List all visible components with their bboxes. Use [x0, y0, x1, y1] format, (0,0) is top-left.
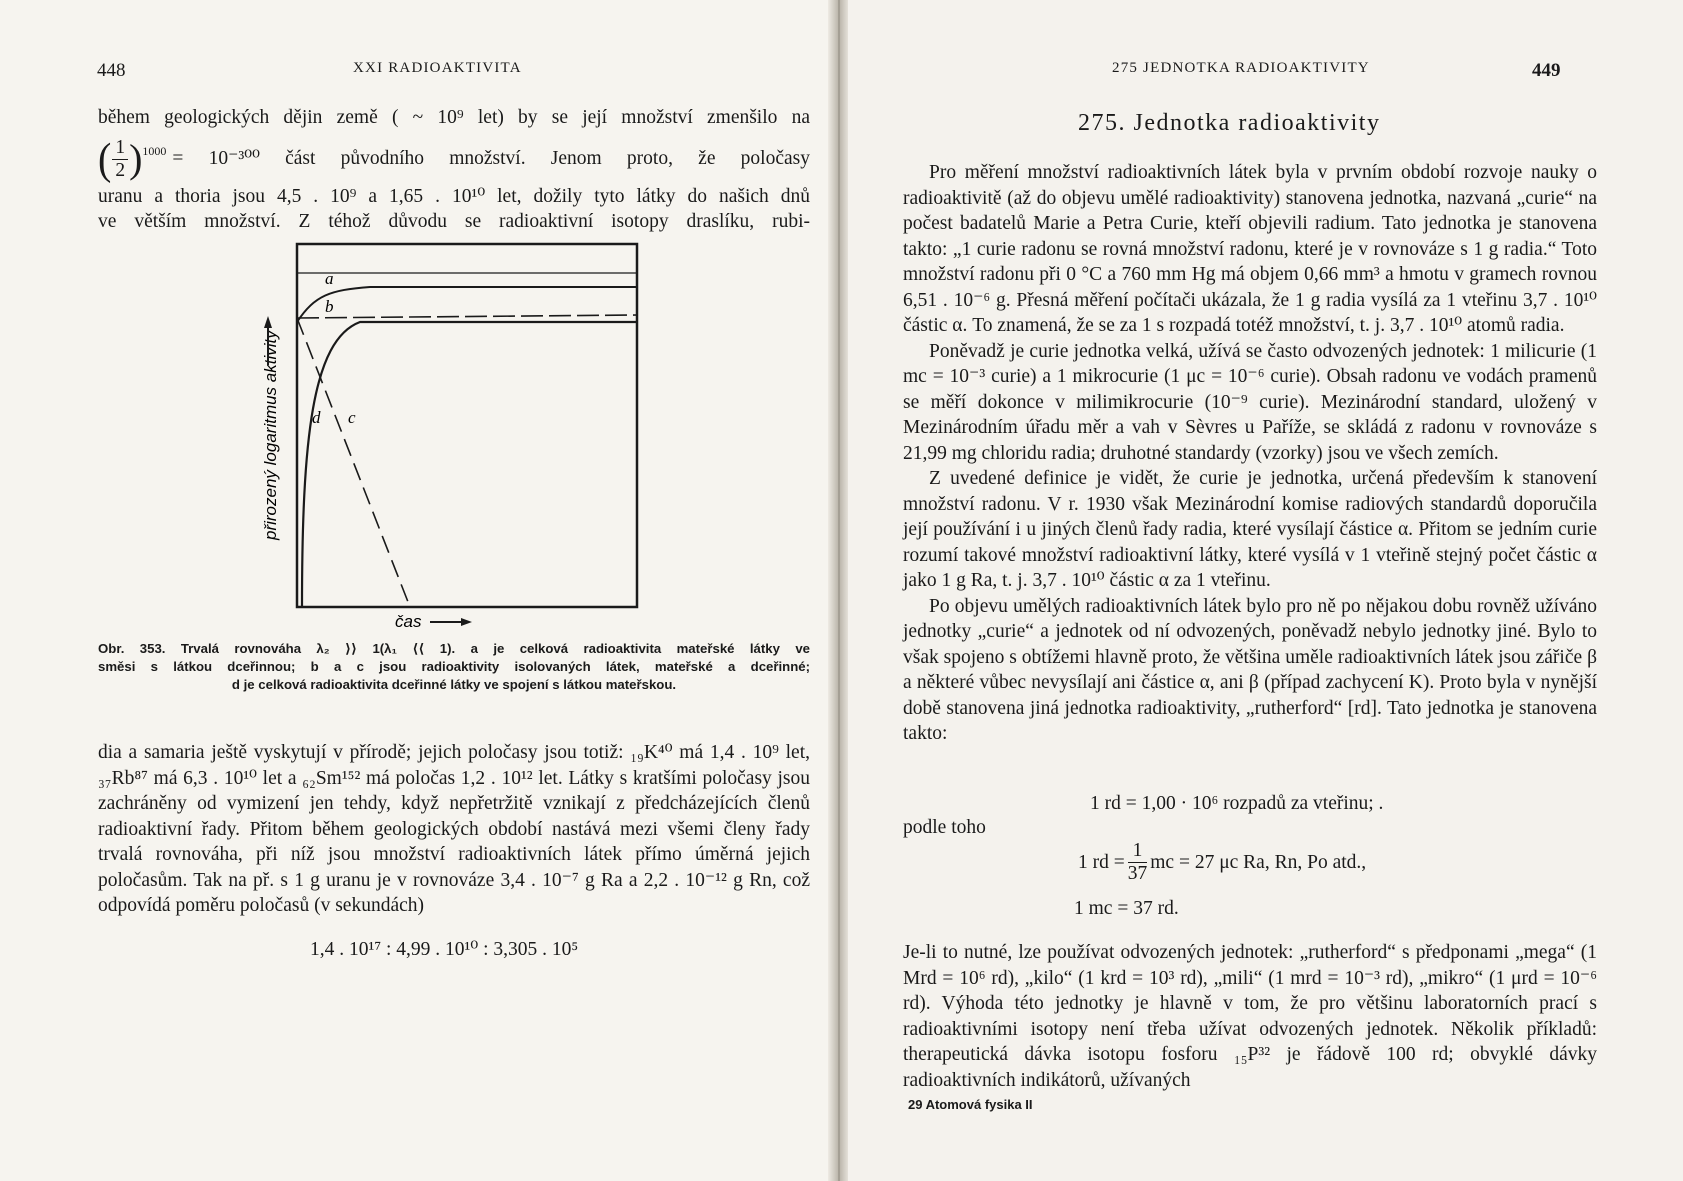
caption-line2: směsi s látkou dceřinnou; b a c jsou radioaktivity isolovaných látek, mateřské a dceřinné; — [98, 659, 810, 674]
paren-close: ) — [129, 136, 143, 181]
formula2-rhs: mc = 27 μc Ra, Rn, Po atd., — [1150, 851, 1367, 873]
caption-line3: d je celková radioaktivita dceřinné látky ve spojení s látkou mateřskou. — [231, 677, 677, 692]
paren-open: ( — [98, 133, 112, 184]
fraction-half: $\frac{1}{2}$ — [112, 137, 128, 182]
formula-rd-definition: 1 rd = 1,00 · 10⁶ rozpadů za vteřinu; . — [1090, 793, 1384, 814]
figure-caption — [98, 640, 810, 694]
formula2-lhs: 1 rd = — [1078, 851, 1125, 873]
formula-mc-rd: 1 mc = 37 rd. — [1074, 898, 1179, 919]
left-para1-line3: uranu a thoria jsou 4,5 . 10⁹ a 1,65 . 10¹⁰ let, dožily tyto látky do našich dnů — [98, 185, 810, 207]
book-gutter — [828, 0, 850, 1181]
formula2-fraction: $\frac{1}{37}$ — [1127, 840, 1148, 884]
right-text-block — [903, 160, 1597, 747]
curve-c — [297, 318, 410, 607]
ratio-formula: 1,4 . 10¹⁷ : 4,99 . 10¹⁰ : 3,305 . 10⁵ — [310, 939, 579, 960]
right-page-number: 449 — [1532, 60, 1561, 81]
x-axis-label: čas — [395, 612, 422, 630]
podle-toho: podle toho — [903, 817, 986, 838]
curve-d — [302, 322, 637, 607]
left-para1-line2-rest: = 10⁻³⁰⁰ část původního množství. Jenom proto, že poločasy — [172, 148, 810, 170]
formula-rd-mc — [1078, 840, 1366, 885]
right-para1: Pro měření množství radioaktivních látek byla v prvním období rozvoje nauky o radioaktivitě (až do objevu umělé radioaktivity) stanovena jednotka, nazvaná „curie“ na počest badatelů Marie a Petra Curie, kteří objevili radium. Tato jednotka je stanovena takto: „1 curie radonu se rovná množství radonu, které je v rovnováze s 1 g radia.“ Toto množství radonu při 0 °C a 760 mm Hg má objem 0,66 mm³ a hmotu v gramech rovnou 6,51 . 10⁻⁶ g. Přesná měření počítači ukázala, že 1 g radia vysílá za 1 vteřinu 3,7 . 10¹⁰ částic α. To znamená, že se za 1 s rozpadá totéž množství, t. j. 3,7 . 10¹⁰ atomů radia. — [903, 162, 1597, 336]
fraction-exponent: 1000 — [142, 143, 167, 158]
curve-label-a: a — [325, 269, 334, 288]
right-running-head: 275 JEDNOTKA RADIOAKTIVITY — [1112, 60, 1370, 76]
curve-b — [297, 315, 637, 318]
y-axis-arrowhead — [264, 316, 272, 328]
curve-label-b: b — [325, 297, 334, 316]
left-para1-line2 — [98, 133, 810, 184]
right-para3: Z uvedené definice je vidět, že curie je jednotka, určená především k stanovení množství radonu. V r. 1930 však Mezinárodní komise radiových standardů doporučila její používání i u jiných členů řady radia, které vysílají částice α. Přitom se jedním curie rozumí takové množství radioaktivní látky, které vysílá v 1 vteřině stejný počet částic α jako 1 g Ra, t. j. 3,7 . 10¹⁰ částic α za 1 vteřinu. — [903, 468, 1597, 591]
right-para2: Poněvadž je curie jednotka velká, užívá se často odvozených jednotek: 1 milicurie (1 mc = 10⁻³ curie) a 1 mikrocurie (1 μc = 10⁻⁶ curie). Obsah radonu ve vodách pramenů se měří dokonce v milimikrocurie (10⁻⁹ curie). Mezinárodní standard, uložený v Mezinárodním úřadu měr a vah v Sèvres u Paříže, se skládá z radonu v rovnováze s 21,99 mg chloridu radia; druhotné standardy (vzorky) jsou ve všech zemích. — [903, 340, 1597, 464]
left-running-head: XXI RADIOAKTIVITA — [353, 60, 522, 76]
section-title: 275. Jednotka radioaktivity — [1078, 110, 1381, 136]
right-para4: Po objevu umělých radioaktivních látek bylo pro ně po nějakou dobu rovněž užíváno jednotky „curie“ a jednotek od ní odvozených, poněvadž nebylo jednotky jiné. Bylo to však spojeno s obtížemi hlavně proto, že většina uměle radioaktivních látek jsou zářiče β a některé vůbec nevysílají ani částice α, ani β (případ zachycení K). Proto byla v nynější době stanovena jiná jednotka radioaktivity, „rutherford“ [rd]. Tato jednotka je stanovena takto: — [903, 595, 1597, 744]
figure-353 — [240, 240, 640, 630]
curve-label-d: d — [312, 408, 321, 427]
right-para5: Je-li to nutné, lze používat odvozených jednotek: „rutherford“ s předponami „mega“ (1 Mrd = 10⁶ rd), „kilo“ (1 krd = 10³ rd), „mili“ (1 mrd = 10⁻³ rd), „mikro“ (1 μrd = 10⁻⁶ rd). Výhoda této jednotky je hlavně v tom, že pro většinu laboratorních prací s radioaktivními isotopy není třeba užívat odvozených jednotek. Několik příkladů: therapeutická dávka isotopu fosforu ₁₅P³² je řádově 100 rd; obvyklé dávky radioaktivních indikátorů, užívaných — [903, 942, 1597, 1091]
left-para2: dia a samaria ještě vyskytují v přírodě; jejich poločasy jsou totiž: ₁₉K⁴⁰ má 1,4 . 10⁹ let, ₃₇Rb⁸⁷ má 6,3 . 10¹⁰ let a ₆₂Sm¹⁵² má poločas 1,2 . 10¹² let. Látky s kratšími poločasy jsou zachráněny od vymizení jen tehdy, když nepřetržitě vznikají z předcházejících členů radioaktivní řady. Přitom během geologických období nastává mezi všemi členy řady trvalá rovnováha, při níž jsou množství radioaktivních látek přímo úměrná jejich poločasům. Tak na př. s 1 g uranu je v rovnováze 3,4 . 10⁻⁷ g Ra a 2,2 . 10⁻¹² g Rn, což odpovídá poměru poločasů (v sekundách) — [98, 742, 810, 916]
left-para1-line1: během geologických dějin země ( ~ 10⁹ let) by se její množství zmenšilo na — [98, 107, 810, 128]
curve-label-c: c — [348, 408, 356, 427]
left-page — [0, 0, 838, 1181]
page-footer: 29 Atomová fysika II — [908, 1097, 1033, 1112]
y-axis-label: přirozený logaritmus aktivity — [261, 330, 280, 540]
caption-line1: Obr. 353. Trvalá rovnováha λ₂ ⟩⟩ 1(λ₁ ⟨⟨ 1). a je celková radioaktivita mateřské látky ve — [98, 641, 810, 656]
left-para1 — [98, 105, 810, 235]
left-page-number: 448 — [97, 60, 126, 81]
left-para1-line4: ve větším množství. Z téhož důvodu se radioaktivní isotopy draslíku, rubi- — [98, 211, 810, 232]
x-axis-arrowhead — [461, 618, 472, 626]
